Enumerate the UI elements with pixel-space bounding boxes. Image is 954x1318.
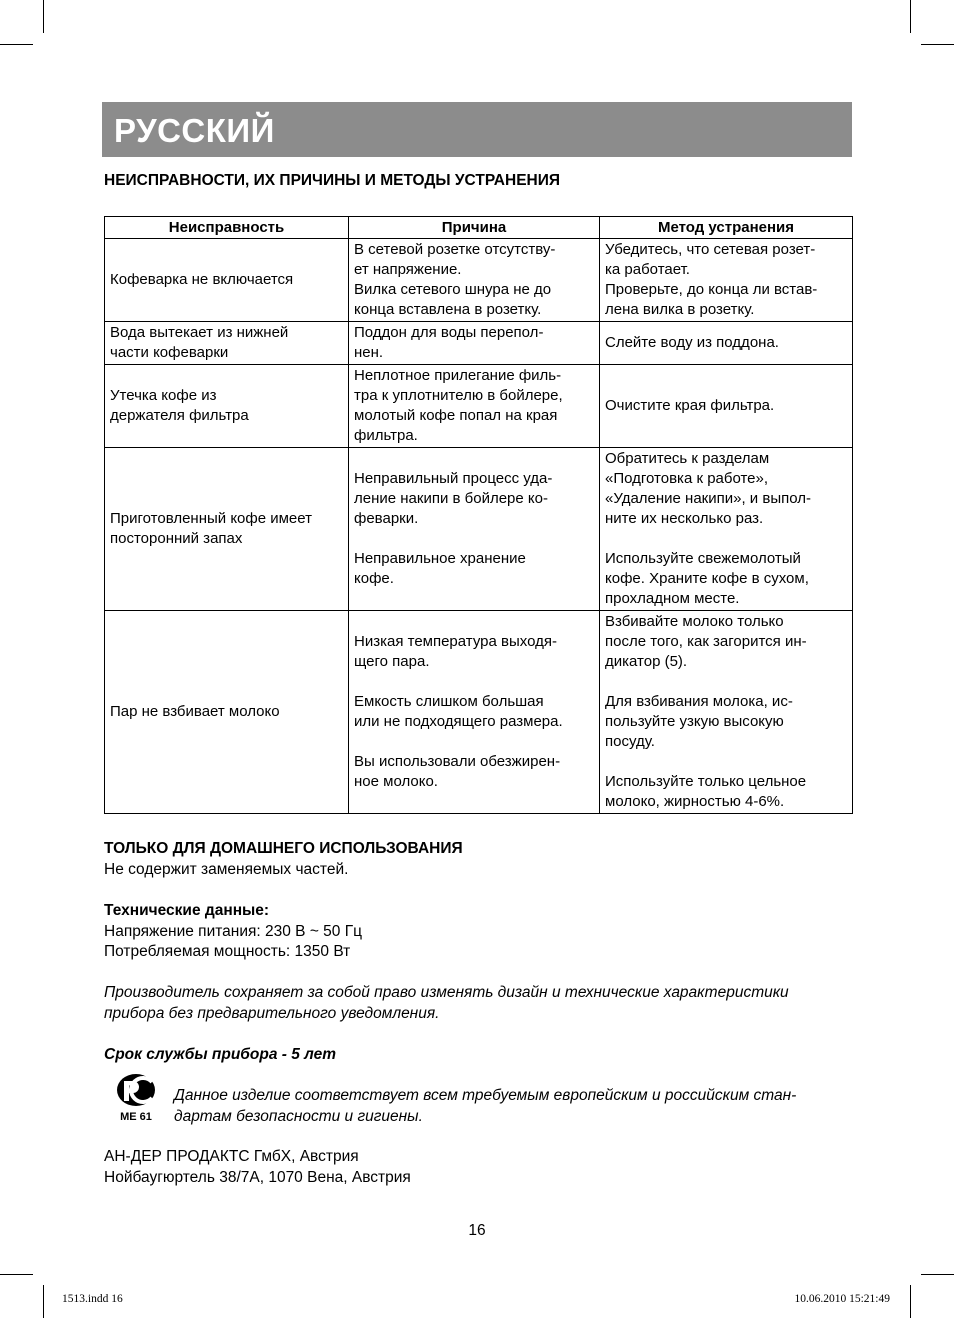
table-row — [105, 611, 853, 814]
specs-title: Технические данные: — [104, 902, 270, 919]
fault-cell: Утечка кофе из держателя фильтра — [105, 365, 349, 448]
svg-text:МЕ 61: МЕ 61 — [120, 1111, 152, 1123]
crop-mark — [910, 1285, 911, 1318]
company-info — [104, 1147, 411, 1188]
column-header-remedy: Метод устранения — [600, 217, 853, 239]
cause-cell: Низкая температура выходя- щего пара. Емкость слишком большая или не подходящего размера. Вы использовали обезжирен- ное молоко. — [349, 611, 600, 814]
remedy-cell: Убедитесь, что сетевая розет- ка работает. Проверьте, до конца ли встав- лена вилка в розетку. — [600, 239, 853, 322]
specs-section — [104, 901, 362, 963]
specs-voltage: Напряжение питания: 230 В ~ 50 Гц — [104, 922, 362, 940]
remedy-cell: Очистите края фильтра. — [600, 365, 853, 448]
table-row — [105, 448, 853, 611]
cause-cell: Неплотное прилегание филь- тра к уплотнителю в бойлере, молотый кофе попал на края фильтра. — [349, 365, 600, 448]
crop-mark — [910, 0, 911, 33]
cause-cell: Неправильный процесс уда- ление накипи в бойлере ко- феварки. Неправильное хранение кофе. — [349, 448, 600, 611]
specs-power: Потребляемая мощность: 1350 Вт — [104, 943, 351, 960]
disclaimer — [104, 983, 789, 1024]
disclaimer-line: Производитель сохраняет за собой право изменять дизайн и технические характеристики — [104, 984, 789, 1001]
language-header: РУССКИЙ — [102, 102, 852, 157]
fault-cell: Пар не взбивает молоко — [105, 611, 349, 814]
section-title: НЕИСПРАВНОСТИ, ИХ ПРИЧИНЫ И МЕТОДЫ УСТРАНЕНИЯ — [104, 172, 561, 189]
table-row — [105, 322, 853, 365]
disclaimer-line: прибора без предварительного уведомления. — [104, 1004, 440, 1022]
crop-mark — [43, 0, 44, 33]
certification-line: Данное изделие соответствует всем требуемым европейским и российским стан- — [174, 1087, 797, 1104]
cause-cell: В сетевой розетке отсутству- ет напряжение. Вилка сетевого шнура не до конца вставлена в розетку. — [349, 239, 600, 322]
certification-line: дартам безопасности и гигиены. — [174, 1107, 423, 1125]
household-section — [104, 839, 463, 880]
crop-mark — [0, 1274, 33, 1275]
pct-mark-icon — [112, 1073, 166, 1125]
remedy-cell: Взбивайте молоко только после того, как загорится ин- дикатор (5). Для взбивания молока, ис- пользуйте узкую высокую посуду. Используйте только цельное молоко, жирностью 4-6%. — [600, 611, 853, 814]
crop-mark — [0, 44, 33, 45]
household-title: ТОЛЬКО ДЛЯ ДОМАШНЕГО ИСПОЛЬЗОВАНИЯ — [104, 840, 463, 857]
column-header-cause: Причина — [349, 217, 600, 239]
crop-mark — [43, 1285, 44, 1318]
fault-cell: Приготовленный кофе имеет посторонний запах — [105, 448, 349, 611]
fault-cell: Вода вытекает из нижней части кофеварки — [105, 322, 349, 365]
slug-datetime: 10.06.2010 15:21:49 — [794, 1293, 890, 1305]
page-number: 16 — [468, 1222, 486, 1239]
company-address: Нойбаугюртель 38/7А, 1070 Вена, Австрия — [104, 1168, 411, 1186]
service-life: Срок службы прибора - 5 лет — [104, 1046, 337, 1063]
table-header-row — [105, 217, 853, 239]
crop-mark — [921, 44, 954, 45]
slug-file: 1513.indd 16 — [62, 1293, 123, 1305]
remedy-cell: Обратитесь к разделам «Подготовка к работе», «Удаление накипи», и выпол- ните их несколько раз. Используйте свежемолотый кофе. Храните кофе в сухом, прохладном месте. — [600, 448, 853, 611]
pct-certification-logo — [112, 1073, 166, 1125]
troubleshooting-table — [104, 216, 853, 814]
crop-mark — [921, 1274, 954, 1275]
company-name: АН-ДЕР ПРОДАКТС ГмбХ, Австрия — [104, 1148, 359, 1165]
table-row — [105, 365, 853, 448]
table-row — [105, 239, 853, 322]
household-text: Не содержит заменяемых частей. — [104, 860, 349, 878]
column-header-fault: Неисправность — [105, 217, 349, 239]
fault-cell: Кофеварка не включается — [105, 239, 349, 322]
certification-text — [174, 1086, 796, 1127]
cause-cell: Поддон для воды перепол- нен. — [349, 322, 600, 365]
remedy-cell: Слейте воду из поддона. — [600, 322, 853, 365]
